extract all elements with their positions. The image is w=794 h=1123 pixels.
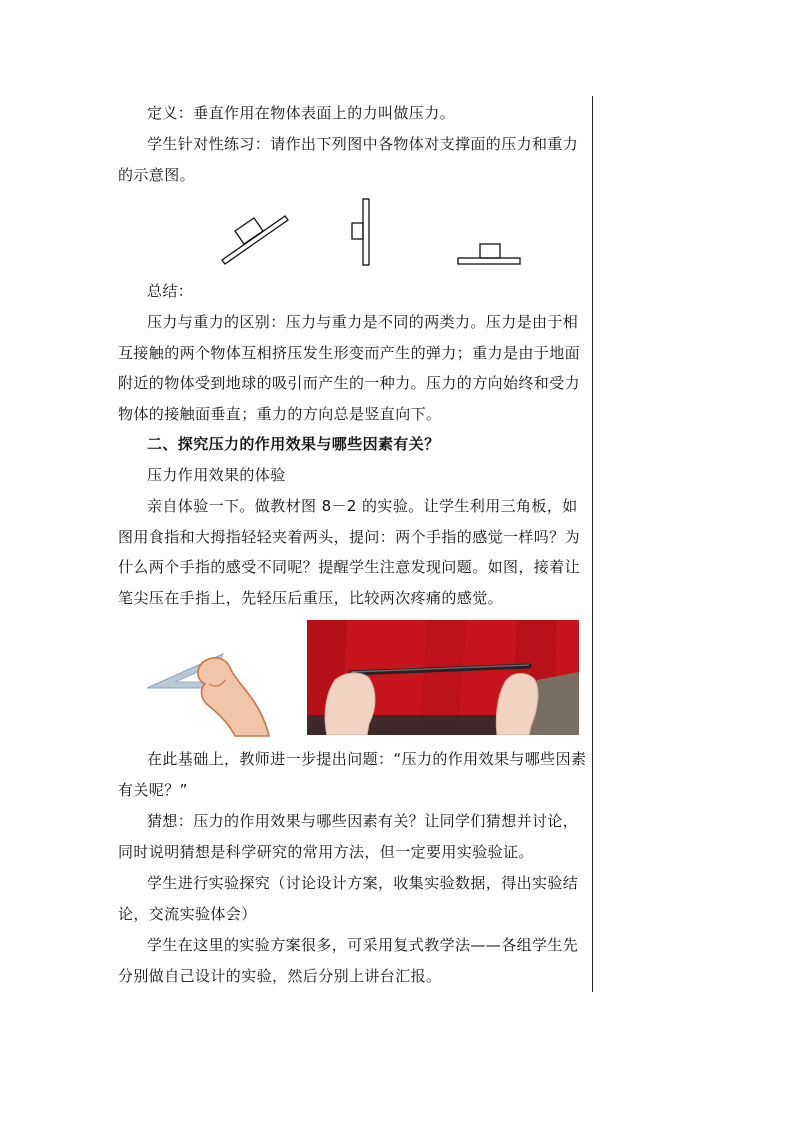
table-right-border <box>592 96 593 992</box>
guess-text: 猜想：压力的作用效果与哪些因素有关？让同学们猜想并讨论，同时说明猜想是科学研究的常用方法，但一定要用实验验证。 <box>118 812 579 861</box>
experience-body: 亲自体验一下。做教材图 8－2 的实验。让学生利用三角板，如图用食指和大拇指轻轻夹着两头，提问：两个手指的感觉一样吗？为什么两个手指的感受不同呢？提醒学生注意发现问题。如图，接着让笔尖压在手指上，先轻压后重压，比较两次疼痛的感觉。 <box>118 497 581 607</box>
inclined-board <box>222 216 288 264</box>
methods-text: 学生在这里的实验方案很多，可采用复式教学法——各组学生先分别做自己设计的实验，然后分别上讲台汇报。 <box>118 936 579 985</box>
triangle-ruler-photo <box>145 640 275 740</box>
section-heading: 二、探究压力的作用效果与哪些因素有关？ <box>147 435 440 453</box>
block-on-wall <box>352 223 363 239</box>
incline-figure <box>222 216 288 264</box>
force-diagram-figures <box>218 194 528 270</box>
block-on-floor <box>480 244 500 258</box>
pencil-press-photo <box>307 620 579 735</box>
wall-figure <box>352 199 369 265</box>
floor-figure <box>458 244 520 264</box>
summary-body: 压力与重力的区别：压力与重力是不同的两类力。压力是由于相互接触的两个物体互相挤压发生形变而产生的弹力；重力是由于地面附近的物体受到地球的吸引而产生的一种力。压力的方向始终和受力物体的接触面垂直；重力的方向总是竖直向下。 <box>118 313 581 423</box>
hand-pinching-ruler <box>198 658 269 736</box>
definition-text: 定义：垂直作用在物体表面上的力叫做压力。 <box>147 104 456 122</box>
horizontal-surface <box>458 258 520 264</box>
teacher-question: 在此基础上，教师进一步提出问题：“压力的作用效果与哪些因素有关呢？” <box>118 750 587 799</box>
experience-title: 压力作用效果的体验 <box>147 466 286 484</box>
exercise-text: 学生针对性练习：请作出下列图中各物体对支撑面的压力和重力的示意图。 <box>118 135 579 184</box>
explore-text: 学生进行实验探究（讨论设计方案，收集实验数据，得出实验结论，交流实验体会） <box>118 874 579 923</box>
summary-title: 总结： <box>147 282 194 300</box>
vertical-wall <box>363 199 369 265</box>
